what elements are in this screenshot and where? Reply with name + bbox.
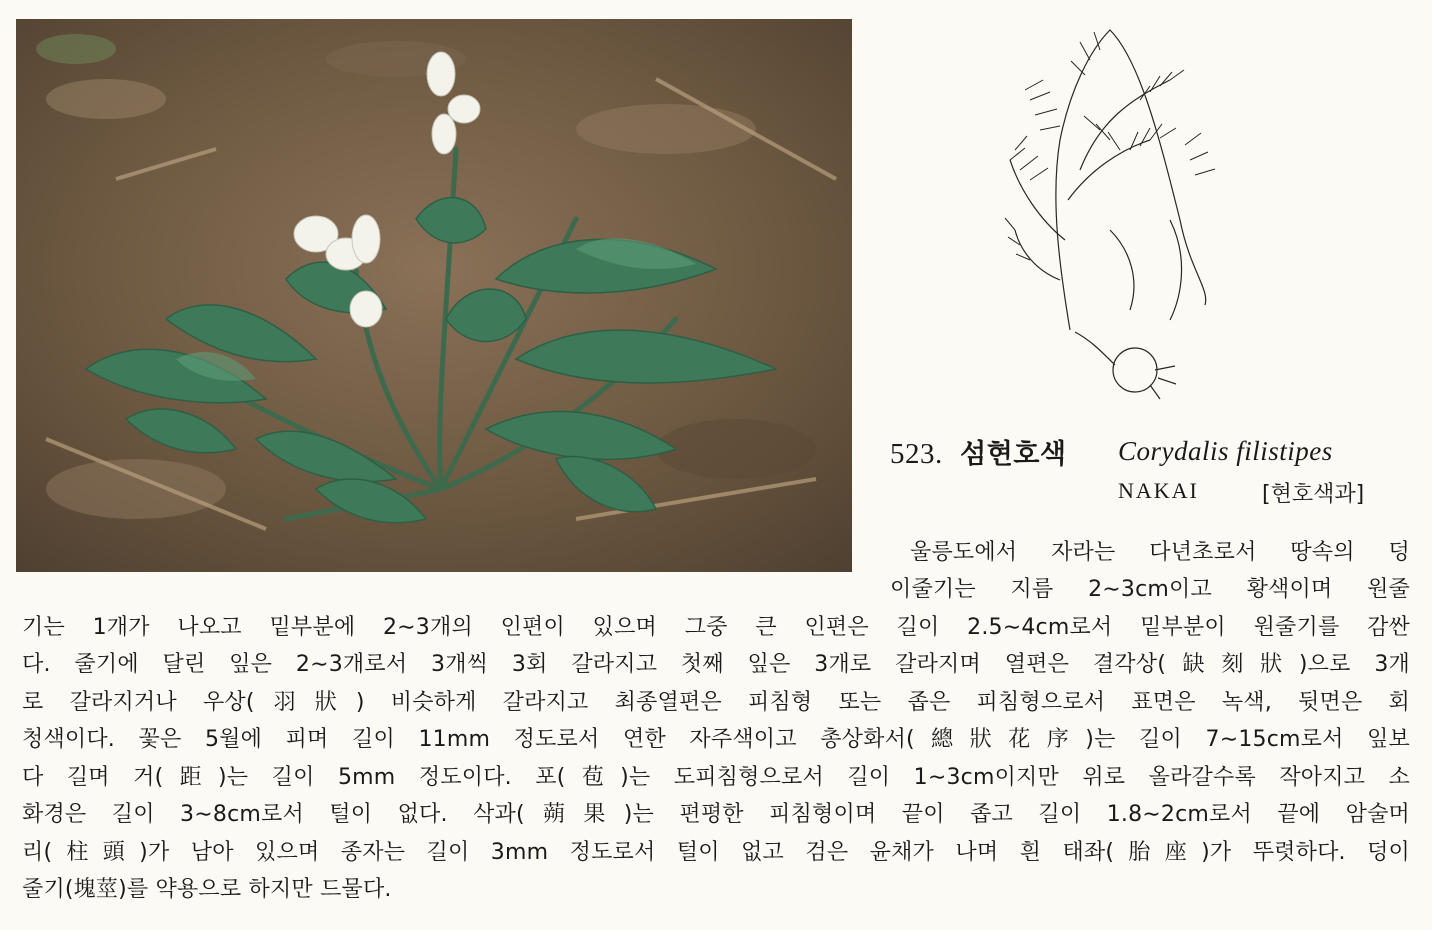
entry-number: 523. (890, 438, 943, 470)
botanical-illustration (990, 20, 1230, 400)
author-name: NAKAI (1118, 478, 1199, 503)
body-line: 화경은 길이 3∼8cm로서 털이 없다. 삭과(蒴果)는 편평한 피침형이며 끝이 좁고 길이 1.8∼2cm로서 끝에 암술머 (22, 802, 1410, 827)
body-line: 청색이다. 꽃은 5월에 피며 길이 11mm 정도로서 연한 자주색이고 총상화서(總狀花序)는 길이 7∼15cm로서 잎보 (22, 727, 1410, 752)
korean-name: 섬현호색 (960, 439, 1067, 470)
body-line: 이줄기는 지름 2∼3cm이고 황색이며 원줄 (890, 577, 1410, 602)
entry-heading (890, 432, 1066, 471)
body-line: 울릉도에서 자라는 다년초로서 땅속의 덩 (910, 540, 1410, 565)
plant-photo (16, 19, 852, 572)
scientific-name: Corydalis filistipes (1118, 436, 1333, 466)
body-line: 다 길며 거(距)는 길이 5mm 정도이다. 포(苞)는 도피침형으로서 길이 1∼3cm이지만 위로 올라갈수록 작아지고 소 (22, 765, 1410, 790)
body-line: 기는 1개가 나오고 밑부분에 2∼3개의 인편이 있으며 그중 큰 인편은 길이 2.5∼4cm로서 밑부분이 원줄기를 감싼 (22, 615, 1410, 640)
family-name: [현호색과] (1262, 482, 1365, 507)
body-line: 다. 줄기에 달린 잎은 2∼3개로서 3개씩 3회 갈라지고 첫째 잎은 3개로 갈라지며 열편은 결각상(缺刻狀)으로 3개 (22, 652, 1410, 677)
body-line: 리(柱頭)가 남아 있으며 종자는 길이 3mm 정도로서 털이 없고 검은 윤채가 나며 흰 태좌(胎座)가 뚜렷하다. 덩이 (22, 840, 1410, 865)
body-line: 로 갈라지거나 우상(羽狀) 비슷하게 갈라지고 최종열편은 피침형 또는 좁은 피침형으로서 표면은 녹색, 뒷면은 회 (22, 690, 1410, 715)
body-line: 줄기(塊莖)를 약용으로 하지만 드물다. (22, 877, 392, 902)
